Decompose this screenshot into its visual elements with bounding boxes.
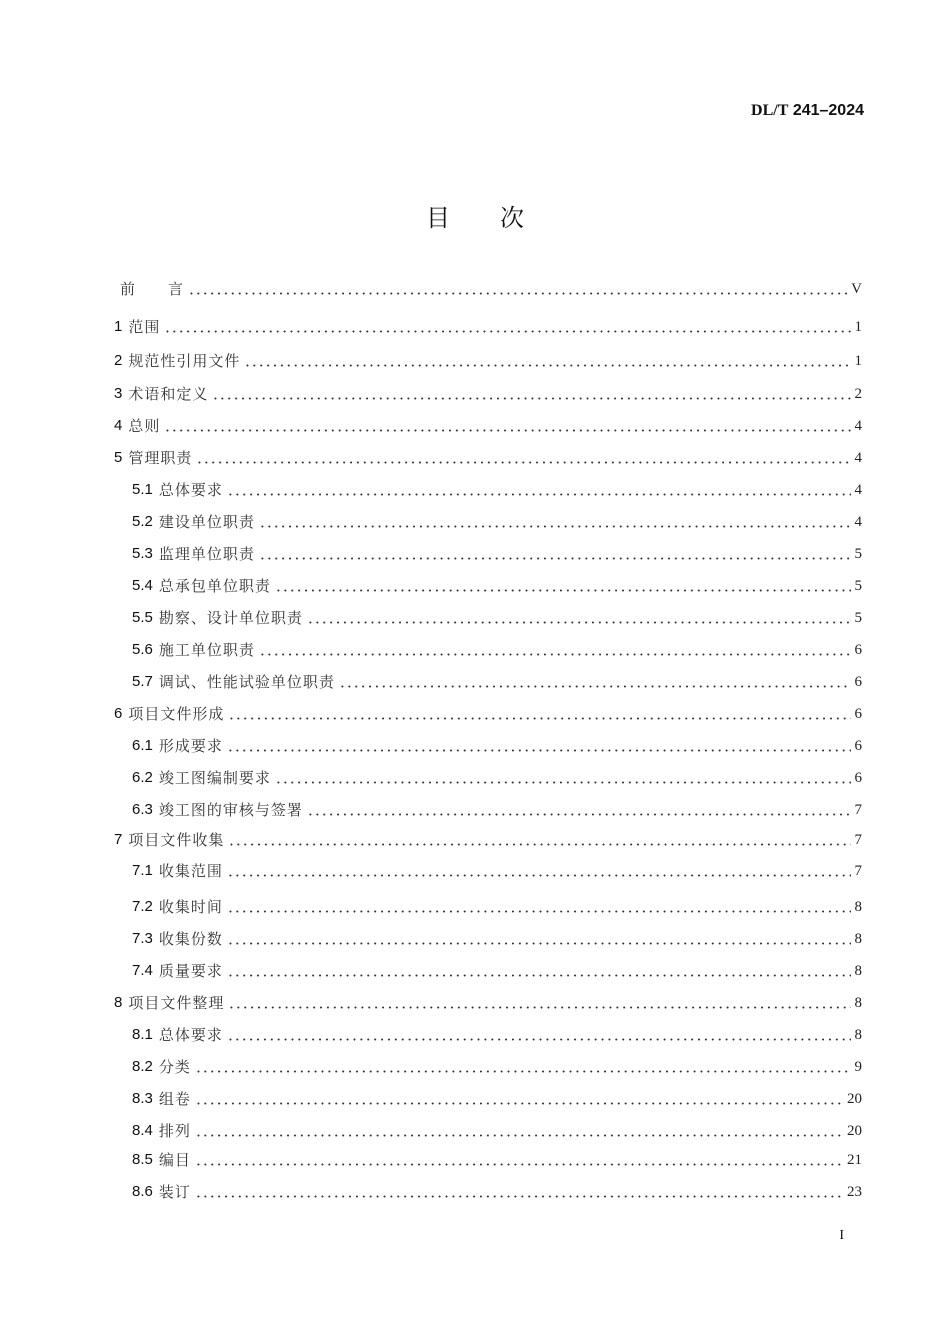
toc-entry-label: 项目文件整理 — [128, 994, 225, 1012]
toc-entry-page: 8 — [854, 1027, 862, 1043]
toc-entry-number: 7.3 — [132, 930, 153, 947]
toc-entry-label: 组卷 — [158, 1090, 191, 1108]
toc-entry-label: 形成要求 — [158, 737, 223, 755]
toc-entry-page: 4 — [854, 482, 862, 498]
toc-entry-label: 收集时间 — [158, 898, 223, 916]
toc-entry-page: 8 — [854, 995, 862, 1011]
toc-subentry[interactable] — [114, 860, 862, 882]
toc-entry-label: 竣工图的审核与签署 — [158, 801, 303, 819]
toc-entry-page: 20 — [847, 1091, 862, 1107]
toc-subentry[interactable] — [114, 1181, 862, 1203]
toc-entry-page: 6 — [854, 674, 862, 690]
toc-subentry[interactable] — [114, 479, 862, 501]
toc-entry-label: 总体要求 — [158, 481, 223, 499]
standard-prefix: DL/T — [751, 102, 789, 119]
toc-entry-label: 规范性引用文件 — [128, 352, 241, 370]
toc-entry-page: 1 — [854, 353, 862, 369]
toc-subentry[interactable] — [114, 607, 862, 629]
toc-entry[interactable] — [114, 383, 862, 405]
dot-leader — [164, 429, 851, 432]
toc-entry-page: 4 — [854, 450, 862, 466]
dot-leader — [195, 1134, 844, 1137]
toc-entry-label: 总体要求 — [158, 1026, 223, 1044]
toc-entry-number: 8.1 — [132, 1026, 153, 1043]
toc-entry-label: 监理单位职责 — [158, 545, 255, 563]
toc-entry-label: 收集范围 — [158, 862, 223, 880]
toc-entry-page: 6 — [854, 642, 862, 658]
toc-entry-number: 8 — [114, 994, 123, 1011]
toc-entry-label: 项目文件形成 — [128, 705, 225, 723]
toc-entry[interactable] — [114, 447, 862, 469]
toc-entry-page: 4 — [854, 418, 862, 434]
dot-leader — [188, 292, 848, 295]
toc-subentry[interactable] — [114, 575, 862, 597]
toc-subentry[interactable] — [114, 543, 862, 565]
toc-entry-label: 编目 — [158, 1151, 191, 1169]
toc-entry-label: 调试、性能试验单位职责 — [158, 673, 335, 691]
dot-leader — [227, 942, 851, 945]
toc-entry-number: 5 — [114, 449, 123, 466]
dot-leader — [227, 974, 851, 977]
title-char-2: 次 — [500, 204, 524, 232]
toc-subentry[interactable] — [114, 639, 862, 661]
dot-leader — [212, 397, 851, 400]
dot-leader — [259, 525, 851, 528]
toc-entry-page: 21 — [847, 1152, 862, 1168]
toc-subentry[interactable] — [114, 511, 862, 533]
toc-subentry[interactable] — [114, 799, 862, 821]
page-title — [0, 198, 950, 233]
dot-leader — [228, 1006, 851, 1009]
toc-entry-label: 竣工图编制要求 — [158, 769, 271, 787]
toc-entry-number: 3 — [114, 385, 123, 402]
toc-entry-page: 5 — [854, 546, 862, 562]
toc-entry-number: 8.6 — [132, 1183, 153, 1200]
toc-entry-label: 总承包单位职责 — [158, 577, 271, 595]
toc-entry-label: 术语和定义 — [128, 385, 209, 403]
dot-leader — [275, 589, 851, 592]
dot-leader — [259, 653, 851, 656]
dot-leader — [339, 685, 851, 688]
toc-entry-number: 6 — [114, 705, 123, 722]
toc-entry-label: 项目文件收集 — [128, 831, 225, 849]
toc-subentry[interactable] — [114, 1120, 862, 1142]
dot-leader — [275, 781, 851, 784]
toc-entry-number: 5.2 — [132, 513, 153, 530]
toc-entry-page: 7 — [854, 802, 862, 818]
toc-subentry[interactable] — [114, 1088, 862, 1110]
toc-entry-number: 5.6 — [132, 641, 153, 658]
toc-entry-page: 1 — [854, 319, 862, 335]
toc-entry-page: 5 — [854, 578, 862, 594]
toc-entry-number: 6.1 — [132, 737, 153, 754]
toc-entry-page: V — [851, 281, 862, 297]
toc-entry[interactable] — [114, 992, 862, 1014]
toc-entry-label: 勘察、设计单位职责 — [158, 609, 303, 627]
toc-entry-page: 20 — [847, 1123, 862, 1139]
dot-leader — [228, 843, 851, 846]
toc-entry[interactable] — [114, 350, 862, 372]
dot-leader — [227, 749, 851, 752]
toc-entry-page: 4 — [854, 514, 862, 530]
dot-leader — [227, 1038, 851, 1041]
toc-entry-label: 装订 — [158, 1183, 191, 1201]
dot-leader — [307, 813, 851, 816]
toc-subentry[interactable] — [114, 896, 862, 918]
toc-entry-number: 8.5 — [132, 1151, 153, 1168]
toc-entry-page: 8 — [854, 899, 862, 915]
toc-entry-page: 6 — [854, 770, 862, 786]
toc-subentry[interactable] — [114, 928, 862, 950]
dot-leader — [195, 1195, 844, 1198]
toc-entry-number: 6.2 — [132, 769, 153, 786]
toc-entry-page: 8 — [854, 931, 862, 947]
dot-leader — [195, 1070, 851, 1073]
dot-leader — [164, 330, 851, 333]
toc-entry-label: 管理职责 — [128, 449, 193, 467]
toc-entry-page: 6 — [854, 706, 862, 722]
toc-entry-number: 1 — [114, 318, 123, 335]
toc-entry-label: 前 言 — [120, 280, 185, 298]
dot-leader — [227, 493, 851, 496]
toc-entry[interactable] — [114, 316, 862, 338]
toc-entry-label: 排列 — [158, 1122, 191, 1140]
toc-entry-label: 范围 — [128, 318, 161, 336]
dot-leader — [228, 717, 851, 720]
toc-subentry[interactable] — [114, 1149, 862, 1171]
toc-subentry[interactable] — [114, 1024, 862, 1046]
toc-entry-number: 5.7 — [132, 673, 153, 690]
toc-subentry[interactable] — [114, 960, 862, 982]
toc-entry-number: 5.4 — [132, 577, 153, 594]
toc-entry[interactable] — [114, 703, 862, 725]
title-char-1: 目 — [426, 204, 450, 232]
toc-entry-number: 8.3 — [132, 1090, 153, 1107]
toc-entry-number: 7.2 — [132, 898, 153, 915]
standard-code — [751, 102, 864, 120]
dot-leader — [195, 1163, 844, 1166]
toc-entry-number: 2 — [114, 352, 123, 369]
toc-entry-number: 8.4 — [132, 1122, 153, 1139]
toc-entry-number: 7.4 — [132, 962, 153, 979]
toc-entry-number: 7.1 — [132, 862, 153, 879]
toc-subentry[interactable] — [114, 1056, 862, 1078]
toc-entry-page: 23 — [847, 1184, 862, 1200]
toc-entry-number: 6.3 — [132, 801, 153, 818]
toc-entry-page: 7 — [854, 832, 862, 848]
dot-leader — [244, 364, 851, 367]
toc-entry-foreword[interactable] — [114, 278, 862, 300]
toc-entry-page: 5 — [854, 610, 862, 626]
toc-subentry[interactable] — [114, 735, 862, 757]
toc-entry[interactable] — [114, 415, 862, 437]
toc-entry-label: 分类 — [158, 1058, 191, 1076]
dot-leader — [227, 910, 851, 913]
dot-leader — [259, 557, 851, 560]
dot-leader — [227, 874, 851, 877]
toc-entry-page: 8 — [854, 963, 862, 979]
toc-entry-page: 9 — [854, 1059, 862, 1075]
toc-entry-number: 7 — [114, 831, 123, 848]
toc-entry-label: 施工单位职责 — [158, 641, 255, 659]
toc-subentry[interactable] — [114, 767, 862, 789]
page-number: I — [839, 1228, 844, 1243]
dot-leader — [195, 1102, 844, 1105]
toc-entry-page: 7 — [854, 863, 862, 879]
toc-entry-number: 5.5 — [132, 609, 153, 626]
toc-entry-number: 4 — [114, 417, 123, 434]
dot-leader — [307, 621, 851, 624]
toc-entry-number: 5.1 — [132, 481, 153, 498]
toc-entry[interactable] — [114, 829, 862, 851]
toc-entry-page: 6 — [854, 738, 862, 754]
toc-entry-label: 收集份数 — [158, 930, 223, 948]
toc-subentry[interactable] — [114, 671, 862, 693]
toc-entry-label: 总则 — [128, 417, 161, 435]
standard-number: 241–2024 — [792, 102, 864, 119]
toc-entry-label: 质量要求 — [158, 962, 223, 980]
toc-entry-number: 5.3 — [132, 545, 153, 562]
dot-leader — [196, 461, 851, 464]
toc-entry-page: 2 — [854, 386, 862, 402]
toc-entry-number: 8.2 — [132, 1058, 153, 1075]
toc-entry-label: 建设单位职责 — [158, 513, 255, 531]
